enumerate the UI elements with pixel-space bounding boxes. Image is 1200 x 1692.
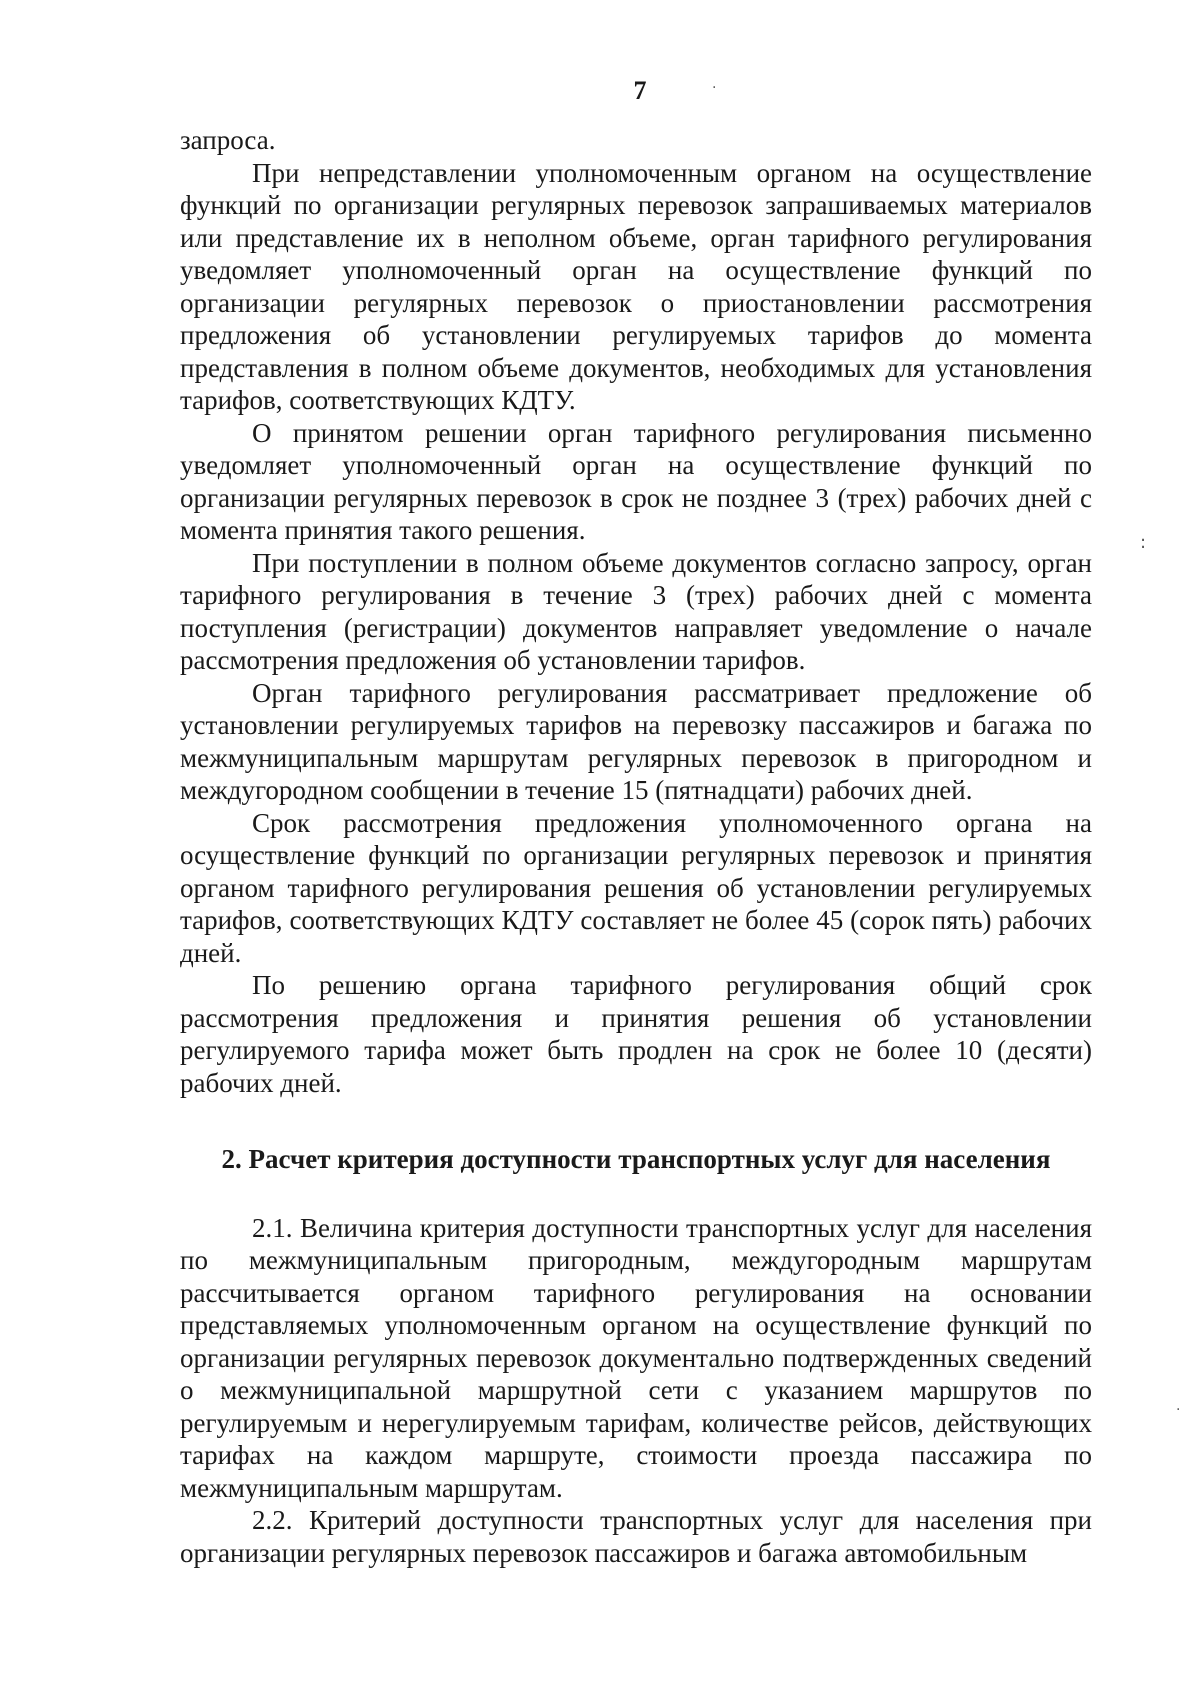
paragraph: Орган тарифного регулирования рассматривает предложение об установлении регулируемых тарифов на перевозку пассажиров и багажа по межмуниципальным маршрутам регулярных перевозок в пригородном и междугородном сообщении в течение 15 (пятнадцати) рабочих дней. [180,677,1092,805]
paragraph: запроса. [180,125,276,155]
paragraph: При непредставлении уполномоченным органом на осуществление функций по организации регулярных перевозок запрашиваемых материалов или представление их в неполном объеме, орган тарифного регулирования уведомляет уполномоченный орган на осуществление функций по организации регулярных перевозок о приостановлении рассмотрения предложения об установлении регулируемых тарифов до момента представления в полном объеме документов, необходимых для установления тарифов, соответствующих КДТУ. [180,157,1092,415]
scan-speck: : [1140,532,1147,553]
paragraph: Срок рассмотрения предложения уполномоченного органа на осуществление функций по организации регулярных перевозок и принятия органом тарифного регулирования решения об установлении регулируемых тарифов, соответствующих КДТУ составляет не более 45 (сорок пять) рабочих дней. [180,807,1092,968]
scan-speck: · [712,80,717,96]
section-heading: 2. Расчет критерия доступности транспортных услуг для населения [221,1144,1051,1174]
page-number: 7 [633,76,647,105]
scan-speck: · [1176,1402,1181,1418]
paragraph: По решению органа тарифного регулирования общий срок рассмотрения предложения и принятия решения об установлении регулируемого тарифа может быть продлен на срок не более 10 (десяти) рабочих дней. [180,970,1092,1098]
paragraph: 2.2. Критерий доступности транспортных услуг для населения при организации регулярных перевозок пассажиров и багажа автомобильным [180,1505,1092,1568]
document-body [180,124,1092,1569]
paragraph: О принятом решении орган тарифного регулирования письменно уведомляет уполномоченный орган на осуществление функций по организации регулярных перевозок в срок не позднее 3 (трех) рабочих дней с момента принятия такого решения. [180,417,1092,545]
paragraph: При поступлении в полном объеме документов согласно запросу, орган тарифного регулирования в течение 3 (трех) рабочих дней с момента поступления (регистрации) документов направляет уведомление о начале рассмотрения предложения об установлении тарифов. [180,547,1092,675]
paragraph: 2.1. Величина критерия доступности транспортных услуг для населения по межмуниципальным пригородным, междугородным маршрутам рассчитывается органом тарифного регулирования на основании представляемых уполномоченным органом на осуществление функций по организации регулярных перевозок документально подтвержденных сведений о межмуниципальной маршрутной сети с указанием маршрутов по регулируемым и нерегулируемым тарифам, количестве рейсов, действующих тарифах на каждом маршруте, стоимости проезда пассажира по межмуниципальным маршрутам. [180,1212,1092,1503]
